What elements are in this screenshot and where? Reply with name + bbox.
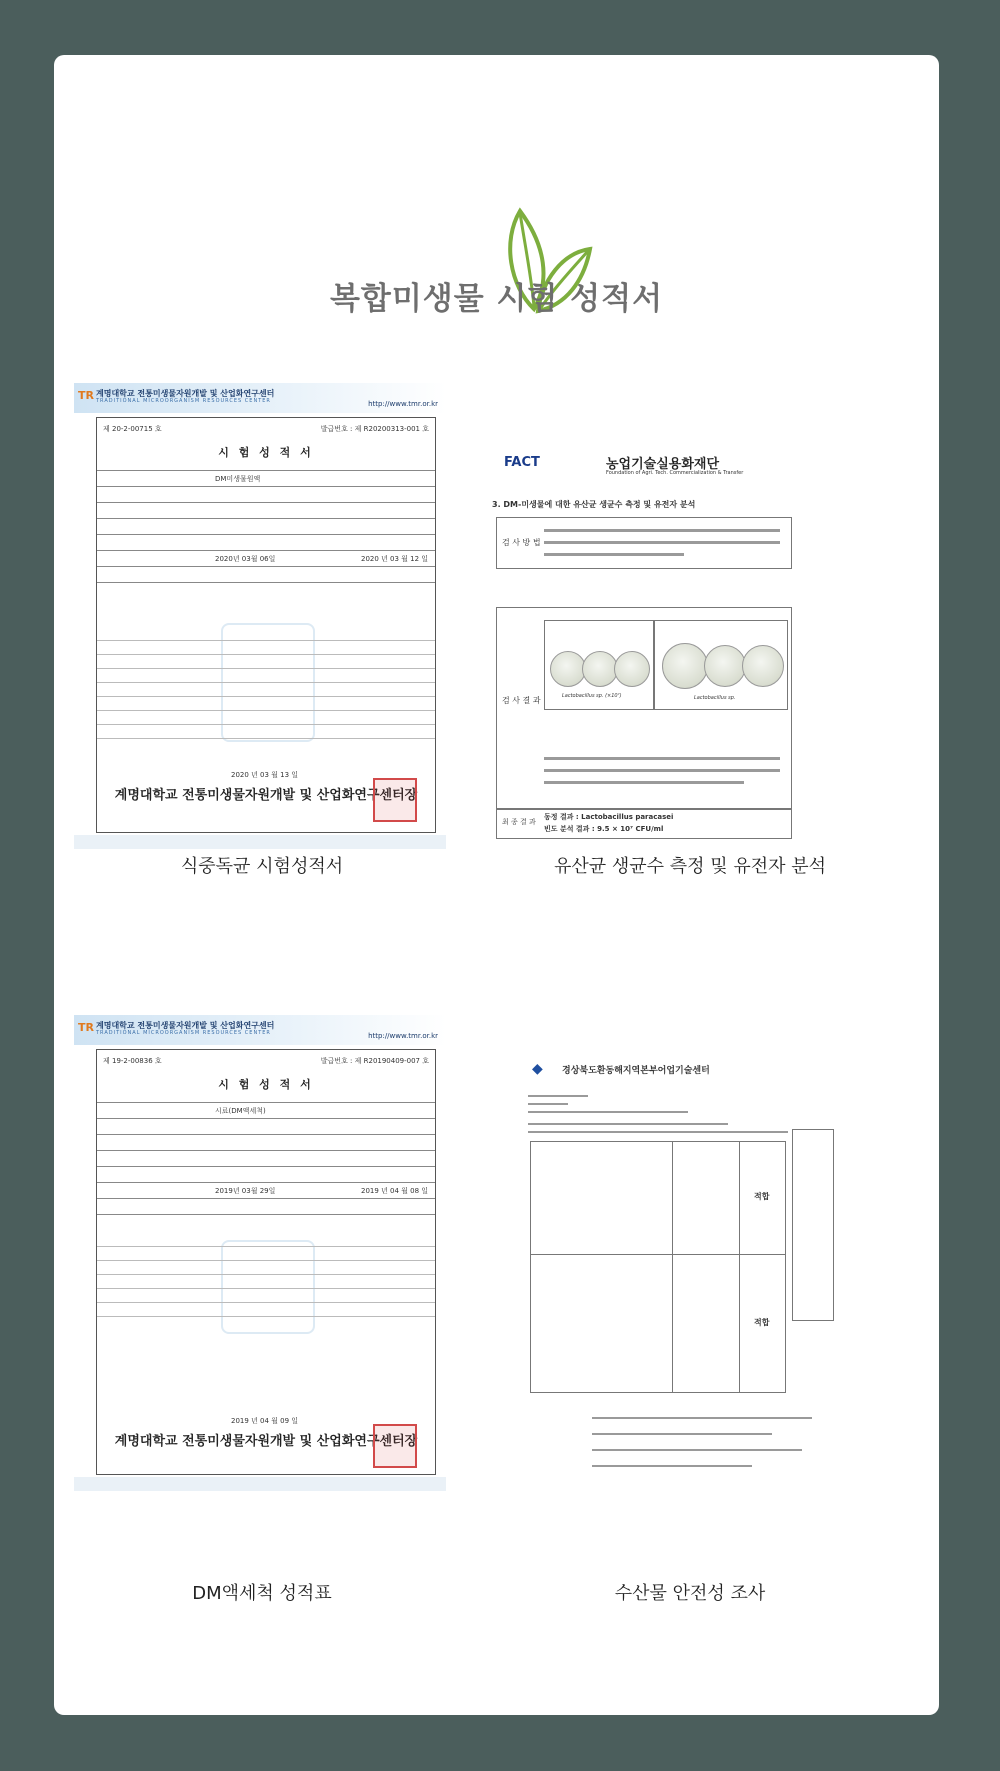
document-lactobacillus-analysis (486, 445, 856, 840)
org-sub: Foundation of Agri. Tech. Commercialization & Transfer (606, 470, 744, 476)
issue-date: 2019 년 04 월 09 일 (231, 1417, 299, 1425)
fact-logo-icon: FACT (504, 455, 540, 470)
doc-url: http://www.tmr.or.kr (368, 400, 438, 408)
date-completed: 2020 년 03 월 12 일 (361, 555, 429, 563)
date-completed: 2019 년 04 월 08 일 (361, 1187, 429, 1195)
final-label: 최 종 결 과 (502, 818, 536, 826)
doc-title: 시 험 성 적 서 (218, 1078, 314, 1091)
doc-header: 계명대학교 전통미생물자원개발 및 산업화연구센터 (96, 1021, 275, 1030)
result-pass-2: 적합 (754, 1318, 770, 1327)
issue-number: 발급번호 : 제 R20190409-007 호 (320, 1057, 429, 1065)
official-seal (373, 1424, 417, 1468)
caption-dm-wash-report: DM액세척 성적표 (192, 1583, 332, 1604)
section-title: 3. DM-미생물에 대한 유산균 생균수 측정 및 유전자 분석 (492, 500, 696, 509)
sample-name: DM미생물원액 (215, 475, 261, 483)
culture-plate (662, 643, 708, 689)
page-title: 복합미생물 시험 성적서 (329, 281, 664, 317)
doc-number: 제 20-2-00715 호 (103, 425, 162, 433)
document-seafood-safety (522, 1055, 894, 1575)
final-result-2: 빈도 분석 결과 : 9.5 × 10⁷ CFU/ml (544, 825, 664, 833)
issuer-name: 계명대학교 전통미생물자원개발 및 산업화연구센터장 (114, 1434, 418, 1449)
document-food-poisoning-report (74, 383, 446, 851)
date-received: 2019년 03월 29일 (215, 1187, 276, 1195)
doc-number: 제 19-2-00836 호 (103, 1057, 162, 1065)
culture-plate (704, 645, 746, 687)
caption-lactobacillus-analysis: 유산균 생균수 측정 및 유전자 분석 (553, 856, 827, 877)
doc-url: http://www.tmr.or.kr (368, 1032, 438, 1040)
sample-name: 시료(DM액세척) (215, 1107, 266, 1115)
method-label: 검 사 방 법 (502, 538, 541, 547)
final-result-1: 동정 결과 : Lactobacillus paracasei (544, 813, 674, 821)
result-label: 검 사 결 과 (502, 696, 541, 705)
culture-plate (550, 651, 586, 687)
doc-header-sub: TRADITIONAL MICROORGANISM RESOURCES CENTER (96, 398, 271, 404)
caption-seafood-safety: 수산물 안전성 조사 (614, 1583, 766, 1604)
plate-label-1: Lactobacillus sp. (×10⁷) (562, 693, 622, 699)
tmr-logo-icon: TR (78, 1021, 94, 1034)
issuer-name: 계명대학교 전통미생물자원개발 및 산업화연구센터장 (114, 788, 418, 803)
plate-label-2: Lactobacillus sp. (694, 695, 736, 701)
result-pass-1: 적합 (754, 1192, 770, 1201)
tmr-logo-icon: TR (78, 389, 94, 402)
issue-number: 발급번호 : 제 R20200313-001 호 (320, 425, 429, 433)
caption-food-poisoning-report: 식중독균 시험성적서 (180, 856, 344, 877)
org-name: 경상북도환동해지역본부어업기술센터 (562, 1066, 710, 1076)
culture-plate (742, 645, 784, 687)
doc-title: 시 험 성 적 서 (218, 446, 314, 459)
document-dm-wash-report (74, 1015, 446, 1493)
doc-header: 계명대학교 전통미생물자원개발 및 산업화연구센터 (96, 389, 275, 398)
culture-plate (582, 651, 618, 687)
doc-header-sub: TRADITIONAL MICROORGANISM RESOURCES CENTER (96, 1030, 271, 1036)
gyeongbuk-logo-icon: ◆ (532, 1061, 543, 1077)
content-card (54, 55, 939, 1715)
official-seal (373, 778, 417, 822)
org-name: 농업기술실용화재단 (606, 457, 720, 472)
date-received: 2020년 03월 06일 (215, 555, 276, 563)
issue-date: 2020 년 03 월 13 일 (231, 771, 299, 779)
culture-plate (614, 651, 650, 687)
